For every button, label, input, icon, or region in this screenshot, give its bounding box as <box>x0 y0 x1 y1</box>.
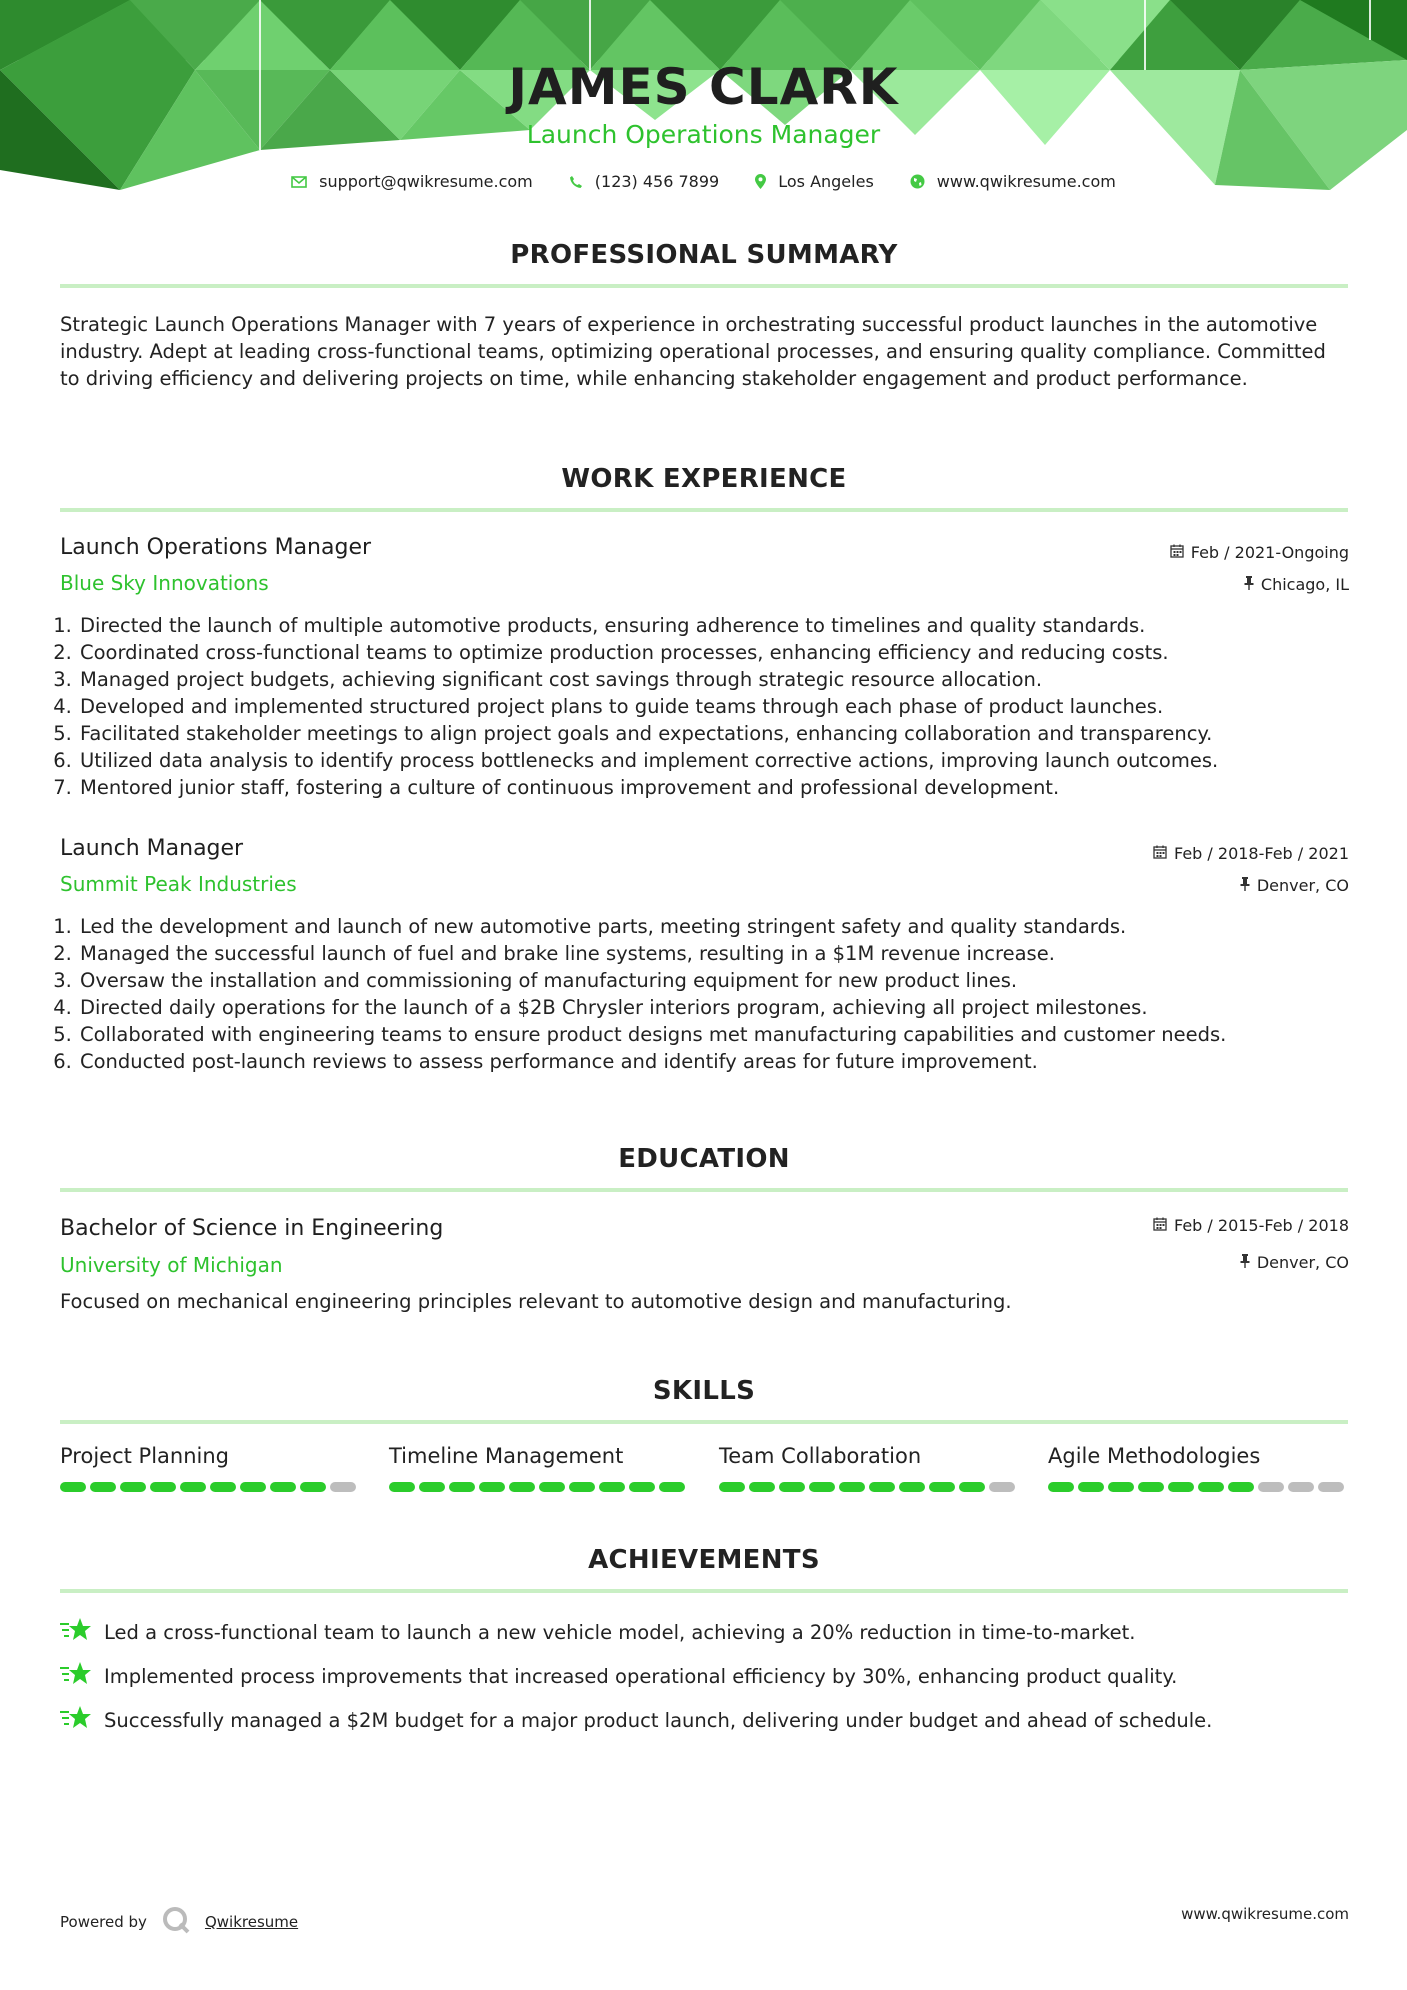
skill-segment-filled <box>749 1482 775 1492</box>
job-dates <box>1170 543 1349 562</box>
calendar-icon <box>1153 844 1167 863</box>
achievements-divider <box>60 1589 1348 1593</box>
contact-bar <box>0 172 1407 191</box>
pushpin-icon <box>1244 575 1254 594</box>
skill-segment-filled <box>1198 1482 1224 1492</box>
skill-segment-filled <box>1138 1482 1164 1492</box>
education-location-text: Denver, CO <box>1256 1253 1349 1272</box>
education-heading: EDUCATION <box>618 1144 790 1174</box>
skill-segment-filled <box>90 1482 116 1492</box>
email-icon <box>291 176 307 188</box>
candidate-role: Launch Operations Manager <box>526 120 881 149</box>
list-item: 3. Managed project budgets, achieving significant cost savings through strategic resource allocation. <box>78 666 1378 693</box>
calendar-icon <box>1153 1216 1167 1235</box>
job-title: Launch Manager <box>60 836 244 861</box>
skill-segment-filled <box>1168 1482 1194 1492</box>
skill-segment-filled <box>1078 1482 1104 1492</box>
pushpin-icon <box>1240 1253 1250 1272</box>
phone-icon <box>569 175 583 189</box>
footer-website[interactable]: www.qwikresume.com <box>1181 1905 1349 1923</box>
skill-item <box>1048 1444 1348 1492</box>
skill-segment-filled <box>869 1482 895 1492</box>
skill-segment-filled <box>180 1482 206 1492</box>
skill-segment-filled <box>60 1482 86 1492</box>
star-icon <box>60 1616 92 1649</box>
skill-item <box>719 1444 1019 1492</box>
skill-segment-filled <box>959 1482 985 1492</box>
star-icon <box>60 1704 92 1737</box>
skill-segment-filled <box>539 1482 565 1492</box>
pushpin-icon <box>1240 876 1250 895</box>
footer-powered-by <box>60 1905 298 1939</box>
job-company: Summit Peak Industries <box>60 872 297 896</box>
list-item: 2. Managed the successful launch of fuel and brake line systems, resulting in a $1M revenue increase. <box>78 940 1378 967</box>
achievement-item <box>60 1660 1350 1693</box>
list-item: 6. Utilized data analysis to identify process bottlenecks and implement corrective actions, improving launch outcomes. <box>78 747 1378 774</box>
contact-email[interactable]: support@qwikresume.com <box>319 172 533 191</box>
skill-segment-filled <box>659 1482 685 1492</box>
qwikresume-logo-icon <box>161 1905 191 1939</box>
skill-name: Project Planning <box>60 1444 229 1468</box>
skill-segment-empty <box>1318 1482 1344 1492</box>
skills-divider <box>60 1420 1348 1424</box>
achievements-heading: ACHIEVEMENTS <box>588 1545 820 1575</box>
school-name: University of Michigan <box>60 1253 283 1277</box>
job-dates-text: Feb / 2018-Feb / 2021 <box>1174 844 1349 863</box>
summary-text: Strategic Launch Operations Manager with 7 years of experience in orchestrating successful product launches in the automotive industry. Adept at leading cross-functional teams, optimizing operational processes, and ensuring quality compliance. Committed to driving efficiency and delivering projects on time, while enhancing stakeholder engagement and product performance. <box>60 313 1326 390</box>
education-dates-text: Feb / 2015-Feb / 2018 <box>1174 1216 1349 1235</box>
experience-heading: WORK EXPERIENCE <box>561 464 847 494</box>
education-divider <box>60 1188 1348 1192</box>
skill-segment-filled <box>779 1482 805 1492</box>
education-description: Focused on mechanical engineering principles relevant to automotive design and manufacturing. <box>60 1290 1012 1313</box>
skill-name: Team Collaboration <box>719 1444 922 1468</box>
skill-segment-filled <box>300 1482 326 1492</box>
skill-name: Timeline Management <box>389 1444 624 1468</box>
skill-segment-filled <box>899 1482 925 1492</box>
education-dates <box>1153 1216 1349 1235</box>
skill-item <box>389 1444 689 1492</box>
skill-segment-filled <box>479 1482 505 1492</box>
list-item: 4. Developed and implemented structured project plans to guide teams through each phase of product launches. <box>78 693 1378 720</box>
job-bullet-list <box>52 612 1378 801</box>
skill-segment-filled <box>719 1482 745 1492</box>
skill-name: Agile Methodologies <box>1048 1444 1261 1468</box>
map-pin-icon <box>755 174 766 189</box>
job-location-text: Denver, CO <box>1256 876 1349 895</box>
star-icon <box>60 1660 92 1693</box>
list-item: 6. Conducted post-launch reviews to assess performance and identify areas for future improvement. <box>78 1048 1378 1075</box>
skill-segment-filled <box>599 1482 625 1492</box>
job-title: Launch Operations Manager <box>60 535 372 560</box>
degree-title: Bachelor of Science in Engineering <box>60 1216 444 1241</box>
list-item: 1. Led the development and launch of new automotive parts, meeting stringent safety and quality standards. <box>78 913 1378 940</box>
skill-segment-filled <box>839 1482 865 1492</box>
achievement-text: Implemented process improvements that increased operational efficiency by 30%, enhancing product quality. <box>104 1665 1178 1688</box>
qwikresume-link[interactable]: Qwikresume <box>204 1913 299 1931</box>
skill-segment-filled <box>240 1482 266 1492</box>
list-item: 3. Oversaw the installation and commissioning of manufacturing equipment for new product lines. <box>78 967 1378 994</box>
contact-location: Los Angeles <box>778 172 874 191</box>
skill-segment-filled <box>509 1482 535 1492</box>
skill-segment-filled <box>929 1482 955 1492</box>
job-location-text: Chicago, IL <box>1260 575 1349 594</box>
skills-heading: SKILLS <box>652 1376 756 1406</box>
skill-segment-filled <box>569 1482 595 1492</box>
skill-segment-empty <box>330 1482 356 1492</box>
calendar-icon <box>1170 543 1184 562</box>
job-location <box>1240 876 1349 895</box>
achievement-item <box>60 1704 1350 1737</box>
candidate-name: JAMES CLARK <box>508 58 899 116</box>
contact-website[interactable]: www.qwikresume.com <box>936 172 1116 191</box>
skill-segment-filled <box>389 1482 415 1492</box>
list-item: 5. Collaborated with engineering teams to ensure product designs met manufacturing capabilities and customer needs. <box>78 1021 1378 1048</box>
skill-rating-bar <box>60 1482 360 1492</box>
list-item: 5. Facilitated stakeholder meetings to align project goals and expectations, enhancing collaboration and transparency. <box>78 720 1378 747</box>
list-item: 7. Mentored junior staff, fostering a culture of continuous improvement and professional development. <box>78 774 1378 801</box>
powered-by-label: Powered by <box>60 1913 147 1931</box>
list-item: 4. Directed daily operations for the launch of a $2B Chrysler interiors program, achieving all project milestones. <box>78 994 1378 1021</box>
skill-segment-filled <box>449 1482 475 1492</box>
summary-divider <box>60 284 1348 288</box>
skill-segment-filled <box>419 1482 445 1492</box>
list-item: 2. Coordinated cross-functional teams to optimize production processes, enhancing efficiency and reducing costs. <box>78 639 1378 666</box>
skill-segment-filled <box>210 1482 236 1492</box>
skill-rating-bar <box>719 1482 1019 1492</box>
skill-segment-filled <box>270 1482 296 1492</box>
skill-segment-filled <box>1048 1482 1074 1492</box>
skill-rating-bar <box>1048 1482 1348 1492</box>
achievement-text: Led a cross-functional team to launch a new vehicle model, achieving a 20% reduction in time-to-market. <box>104 1621 1136 1644</box>
skill-segment-filled <box>120 1482 146 1492</box>
skill-rating-bar <box>389 1482 689 1492</box>
skill-segment-filled <box>809 1482 835 1492</box>
skill-segment-filled <box>1108 1482 1134 1492</box>
job-dates <box>1153 844 1349 863</box>
achievement-item <box>60 1616 1350 1649</box>
skill-item <box>60 1444 360 1492</box>
experience-divider <box>60 508 1348 512</box>
education-location <box>1240 1253 1349 1272</box>
job-dates-text: Feb / 2021-Ongoing <box>1190 543 1349 562</box>
skill-segment-empty <box>1258 1482 1284 1492</box>
skill-segment-filled <box>150 1482 176 1492</box>
job-company: Blue Sky Innovations <box>60 571 269 595</box>
skill-segment-empty <box>989 1482 1015 1492</box>
skill-segment-filled <box>629 1482 655 1492</box>
skill-segment-empty <box>1288 1482 1314 1492</box>
job-location <box>1244 575 1349 594</box>
job-bullet-list <box>52 913 1378 1075</box>
contact-phone[interactable]: (123) 456 7899 <box>594 172 720 191</box>
skill-segment-filled <box>1228 1482 1254 1492</box>
globe-icon <box>910 174 925 189</box>
achievement-text: Successfully managed a $2M budget for a major product launch, delivering under budget and ahead of schedule. <box>104 1709 1213 1732</box>
summary-heading: PROFESSIONAL SUMMARY <box>510 240 898 270</box>
list-item: 1. Directed the launch of multiple automotive products, ensuring adherence to timelines and quality standards. <box>78 612 1378 639</box>
